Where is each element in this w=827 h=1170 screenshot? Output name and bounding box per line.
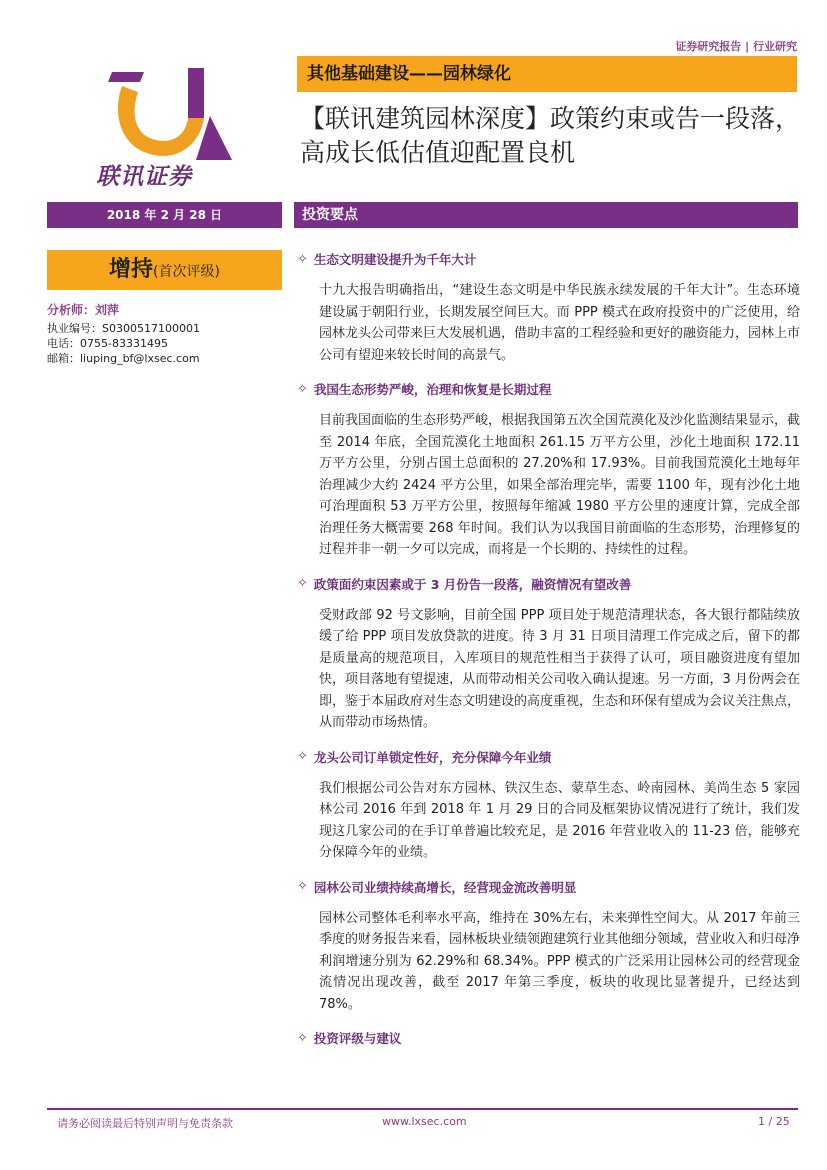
analyst-phone: 电话：0755-83331495 [47,337,168,350]
diamond-bullet-icon: ✧ [297,251,308,267]
section-body: 我们根据公司公告对东方园林、铁汉生态、蒙草生态、岭南园林、美尚生态 5 家园林公司 2016 年到 2018 年 1 月 29 日的合同及框架协议情况进行了统计，我们发现这几家公司的在手订单普遍比较充足，是 2016 年营业收入的 11-23 倍，能够充分保障今年的业绩。 [319,780,800,860]
section-heading: ✧ 龙头公司订单锁定性好，充分保障今年业绩 [297,749,552,765]
section-heading: ✧ 园林公司业绩持续高增长，经营现金流改善明显 [297,879,577,895]
rating-main: 增持 [109,257,154,282]
section-block [297,250,800,366]
section-heading: ✧ 投资评级与建议 [297,1030,402,1046]
rating-note: (首次评级) [153,264,220,280]
section-block [297,575,800,734]
diamond-bullet-icon: ✧ [297,381,308,397]
diamond-bullet-icon: ✧ [297,749,308,764]
main-content [297,250,800,1059]
report-date: 2018 年 2 月 28 日 [47,202,282,228]
sector-bar: 其他基础建设——园林绿化 [297,56,797,92]
section-body: 园林公司整体毛利率水平高，维持在 30%左右，未来弹性空间大。从 2017 年前三季度的财务报告来看，园林板块业绩领跑建筑行业其他细分领域，营业收入和归母净利润增速分别为 62.29%和 68.34%。PPP 模式的广泛采用让园林公司的经营现金流情况出现改善，截至 2017 年第三季度，板块的收现比显著提升，已经达到 78%。 [319,910,801,1012]
diamond-bullet-icon: ✧ [297,1030,308,1046]
analyst-cert: 执业编号：S0300517100001 [47,322,200,335]
section-block [297,1029,800,1047]
analyst-email[interactable]: 邮箱：liuping_bf@lxsec.com [47,352,200,365]
report-title: 【联讯建筑园林深度】政策约束或告一段落，高成长低估值迎配置良机 [300,104,801,167]
footer-divider [47,1108,798,1110]
section-body: 目前我国面临的生态形势严峻，根据我国第五次全国荒漠化及沙化监测结果显示，截至 2014 年底，全国荒漠化土地面积 261.15 万平方公里，沙化土地面积 172.11 万平方公里，分别占国土总面积的 27.20%和 17.93%。目前我国荒漠化土地每年治理减少大约 2424 平方公里，如果全部治理完毕，需要 1100 年，现有沙化土地可治理面积 53 万平方公里，按照每年缩减 1980 平方公里的速度计算，完成全部治理任务大概需要 268 年时间。我们认为以我国目前面临的生态形势，治理修复的过程并非一朝一夕可以完成，而将是一个长期的、持续性的过程。 [319,413,801,557]
logo-purple-bar [108,72,144,82]
rating-box [47,250,282,290]
page-number: 1 / 25 [758,1115,790,1128]
section-heading: ✧ 我国生态形势严峻，治理和恢复是长期过程 [297,381,552,397]
diamond-bullet-icon: ✧ [297,576,308,591]
section-heading: ✧ 政策面约束因素或于 3 月份告一段落，融资情况有望改善 [297,576,632,592]
section-title: 投资要点 [294,202,798,228]
section-block [297,380,800,561]
brand-name: 联讯证券 [96,163,192,190]
section-block [297,748,800,864]
analyst-info [47,303,287,366]
section-body: 十九大报告明确指出，“建设生态文明是中华民族永续发展的千年大计”。生态环境建设属于朝阳行业，长期发展空间巨大。而 PPP 模式在政府投资中的广泛使用，给园林龙头公司带来巨大发展机遇，借助丰富的工程经验和更好的融资能力，园林上市公司有望迎来较长时间的高景气。 [319,283,801,363]
report-type: 证券研究报告 | 行业研究 [675,40,797,53]
section-body: 受财政部 92 号文影响，目前全国 PPP 项目处于规范清理状态，各大银行都陆续放缓了给 PPP 项目发放贷款的进度。待 3 月 31 日项目清理工作完成之后，留下的都是质量高的规范项目，入库项目的规范性相当于获得了认可，项目融资进度有望加快，项目落地有望提速，从而带动相关公司收入确认提速。另一方面，3 月份两会在即，鉴于本届政府对生态文明建设的高度重视，生态和环保有望成为会议关注焦点，从而带动市场热情。 [319,607,801,730]
analyst-name: 分析师：刘萍 [47,303,120,317]
diamond-bullet-icon: ✧ [297,879,308,894]
logo-purple-block [188,68,204,118]
footer-disclaimer[interactable]: 请务必阅读最后特别声明与免责条款 [57,1117,233,1130]
section-block [297,878,800,1016]
section-heading: ✧ 生态文明建设提升为千年大计 [297,251,477,267]
footer-website[interactable]: www.lxsec.com [382,1115,467,1128]
